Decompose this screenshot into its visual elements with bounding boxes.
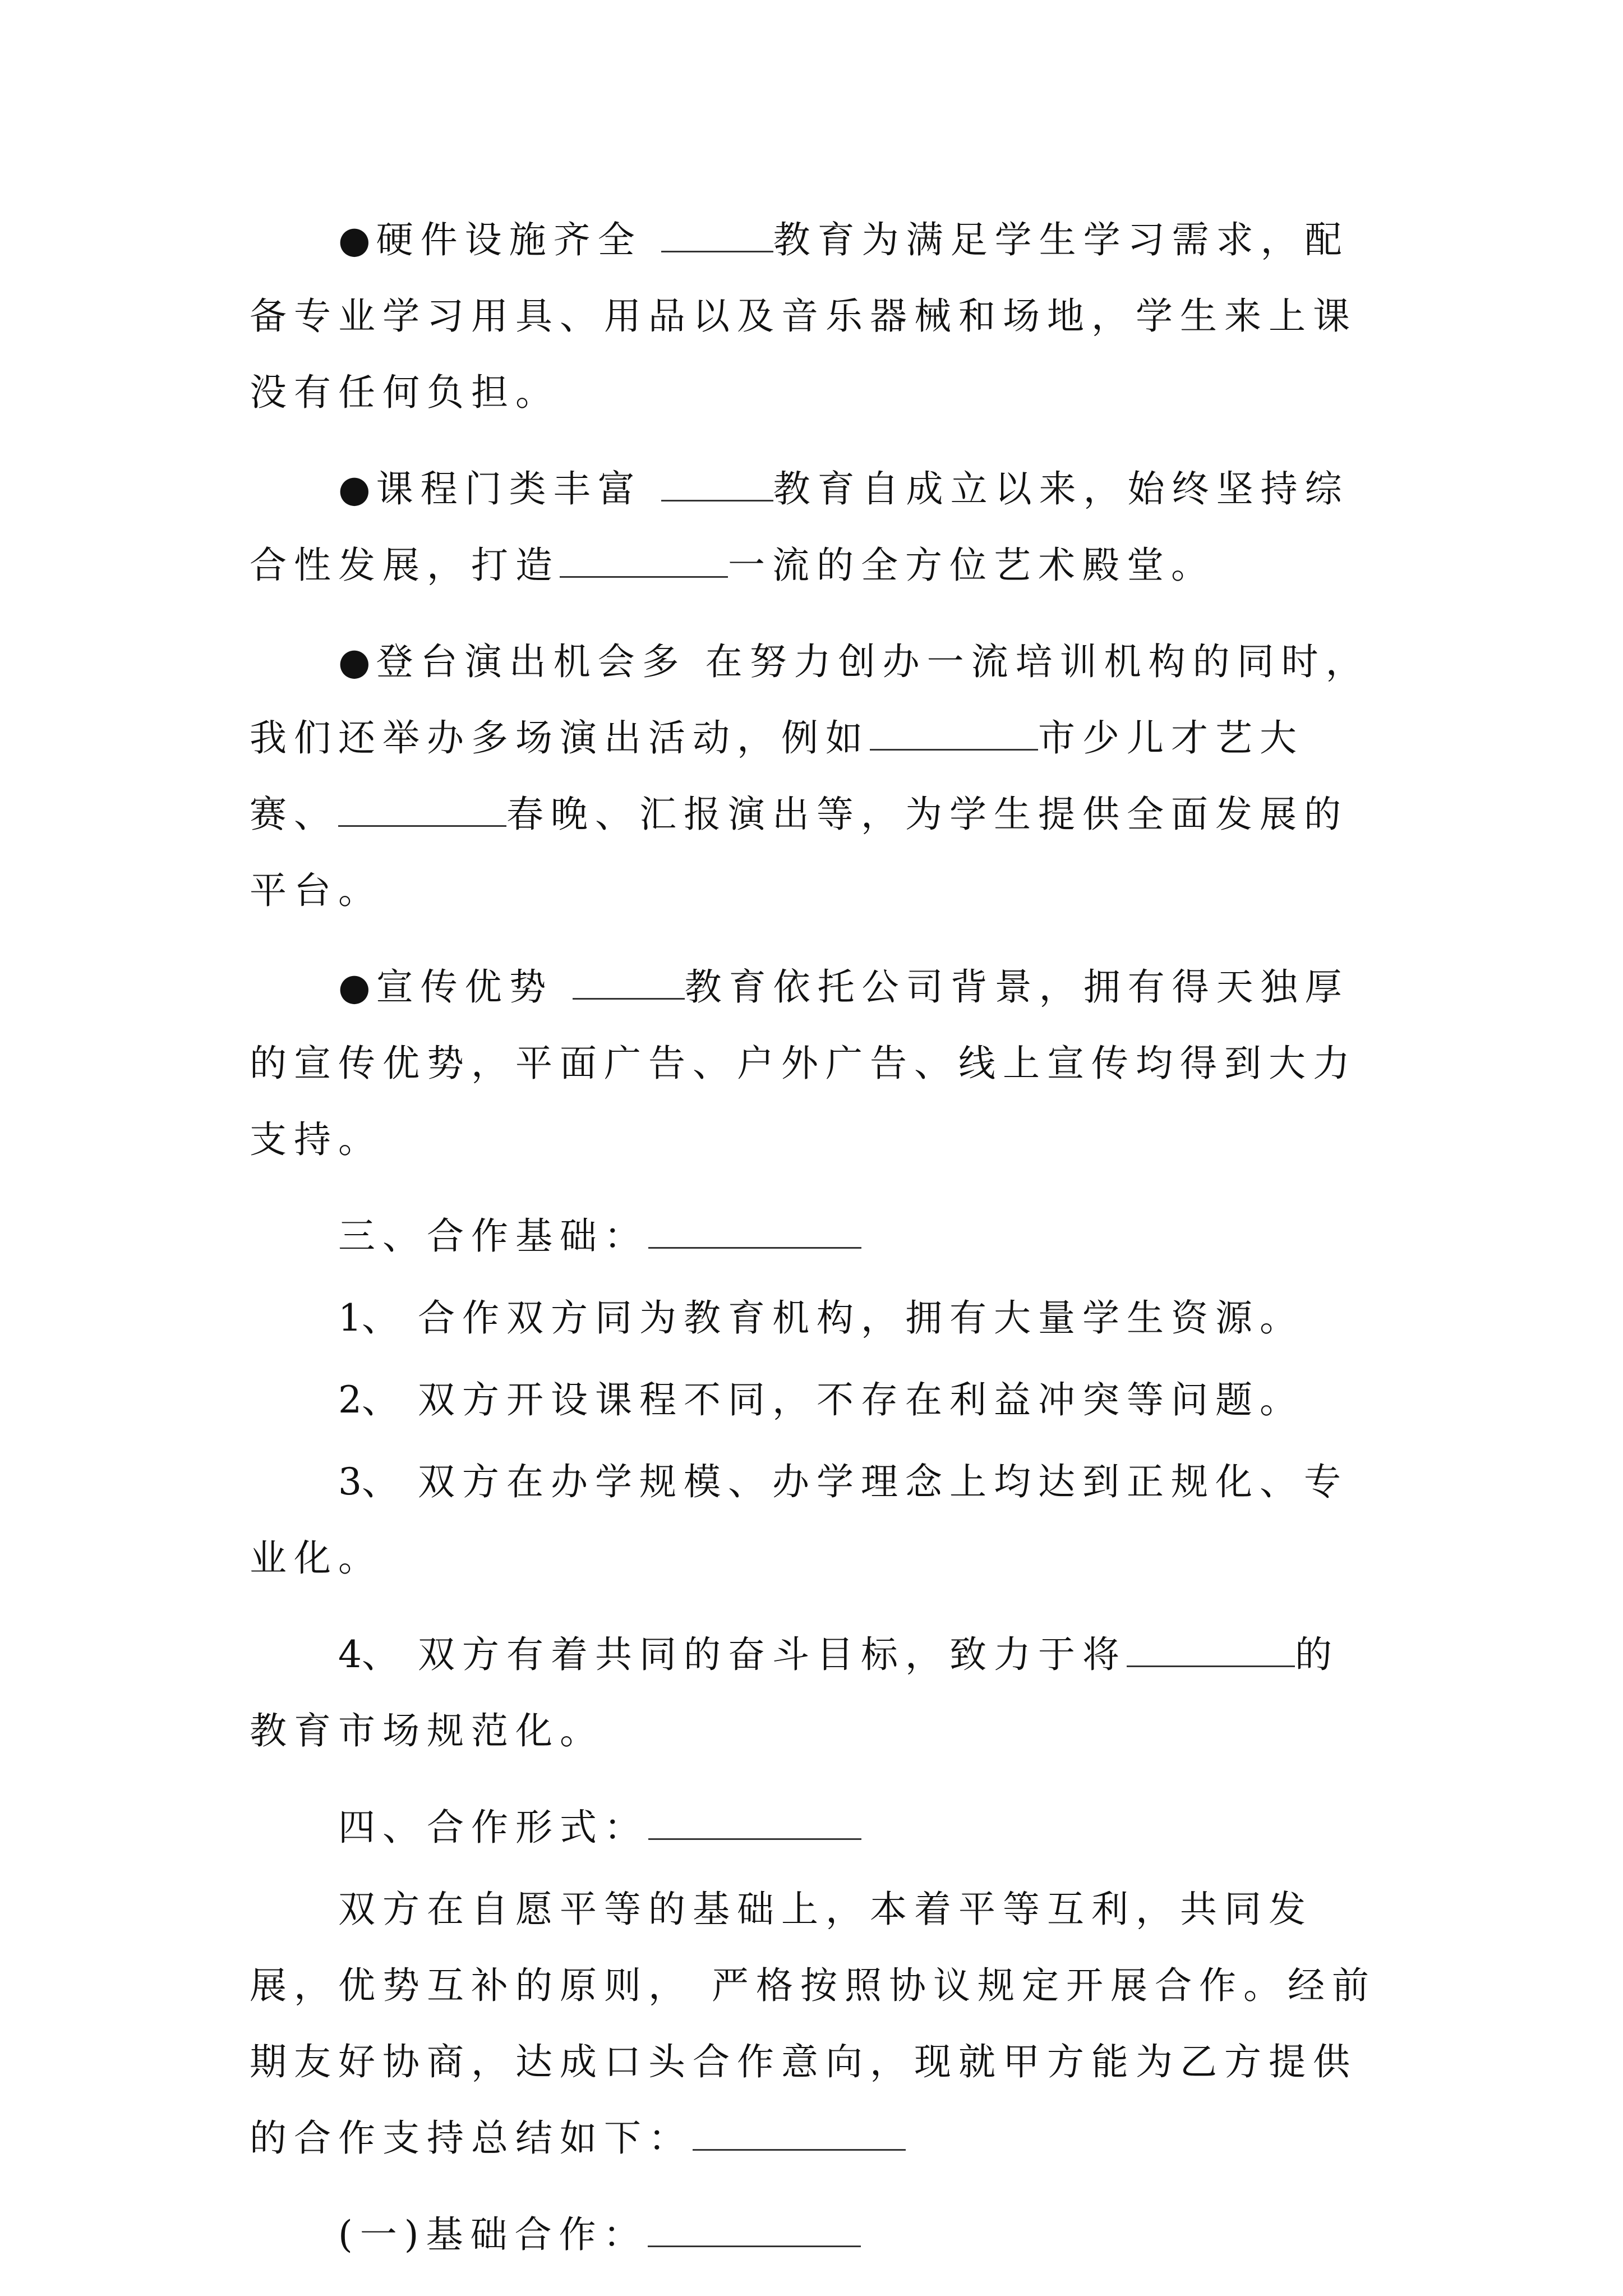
blank-line: [648, 1807, 861, 1840]
list-item: [250, 1280, 1377, 1356]
paragraph-text: 教育自成立以来，始终坚持综合性发展，打造: [250, 467, 1349, 587]
blank-line: [560, 545, 728, 578]
list-text: 双方开设课程不同，不存在利益冲突等问题。: [417, 1378, 1304, 1421]
paragraph-heading: 宣传优势: [376, 965, 554, 1009]
blank-line: [338, 794, 506, 827]
section-four-body: [250, 1871, 1377, 2177]
bullet-icon: ●: [338, 467, 371, 510]
blank-line: [661, 468, 773, 501]
blank-line: [648, 2214, 861, 2247]
paragraph-text: 春晚、汇报演出等，为学生提供全面发展的平台。: [250, 793, 1348, 912]
blank-line: [870, 717, 1038, 751]
section-title: (一)基础合作：: [338, 2213, 648, 2256]
list-text: 双方在办学规模、办学理念上均达到正规化、专业化。: [250, 1460, 1348, 1580]
paragraph-heading: 课程门类丰富: [376, 467, 642, 510]
paragraph-text: 在努力创办一流培训机构的同时，我们还举办多场演出活动，例如: [250, 640, 1370, 760]
paragraph-courses: [250, 451, 1377, 604]
blank-line: [1127, 1634, 1295, 1667]
blank-line: [573, 967, 685, 1000]
blank-line: [648, 1216, 861, 1249]
paragraph-text: 教育依托公司背景，拥有得天独厚的宣传优势，平面广告、户外广告、线上宣传均得到大力支持。: [250, 965, 1357, 1161]
paragraph-performance: [250, 624, 1377, 929]
paragraph-hardware: [250, 202, 1377, 431]
paragraph-heading: 硬件设施齐全: [376, 218, 642, 261]
paragraph-text: 一流的全方位艺术殿堂。: [728, 544, 1215, 587]
list-text: 合作双方同为教育机构，拥有大量学生资源。: [417, 1296, 1304, 1340]
list-item: [250, 1617, 1377, 1769]
blank-line: [693, 2118, 906, 2151]
list-item: [250, 1444, 1377, 1596]
document-page: [250, 202, 1377, 2293]
paragraph-publicity: [250, 949, 1377, 1178]
list-number: 4、: [338, 1633, 399, 1676]
paragraph-text: 教育为满足学生学习需求，配备专业学习用具、用品以及音乐器械和场地，学生来上课没有任何负担。: [250, 218, 1357, 414]
list-number: 3、: [338, 1460, 399, 1503]
list-text: 的教育市场规范化。: [250, 1633, 1339, 1752]
bullet-icon: ●: [338, 965, 371, 1009]
paragraph-text: 市少儿才艺大赛、: [250, 716, 1304, 836]
subsection-one-heading: [250, 2197, 1377, 2273]
list-item: [250, 1362, 1377, 1438]
blank-line: [661, 219, 773, 252]
paragraph-text: 双方在自愿平等的基础上，本着平等互利，共同发展，优势互补的原则， 严格按照协议规定开展合作。经前期友好协商，达成口头合作意向，现就甲方能为乙方提供的合作支持总结如下：: [250, 1888, 1376, 2160]
list-number: 2、: [338, 1378, 399, 1421]
bullet-icon: ●: [338, 640, 371, 683]
section-title: 三、合作基础：: [338, 1214, 648, 1258]
paragraph-heading: 登台演出机会多: [376, 640, 686, 683]
bullet-icon: ●: [338, 218, 371, 261]
section-four-heading: [250, 1789, 1377, 1866]
list-number: 1、: [338, 1296, 399, 1340]
section-title: 四、合作形式：: [338, 1806, 648, 1849]
list-text: 双方有着共同的奋斗目标，致力于将: [417, 1633, 1127, 1676]
section-three-heading: [250, 1198, 1377, 1274]
